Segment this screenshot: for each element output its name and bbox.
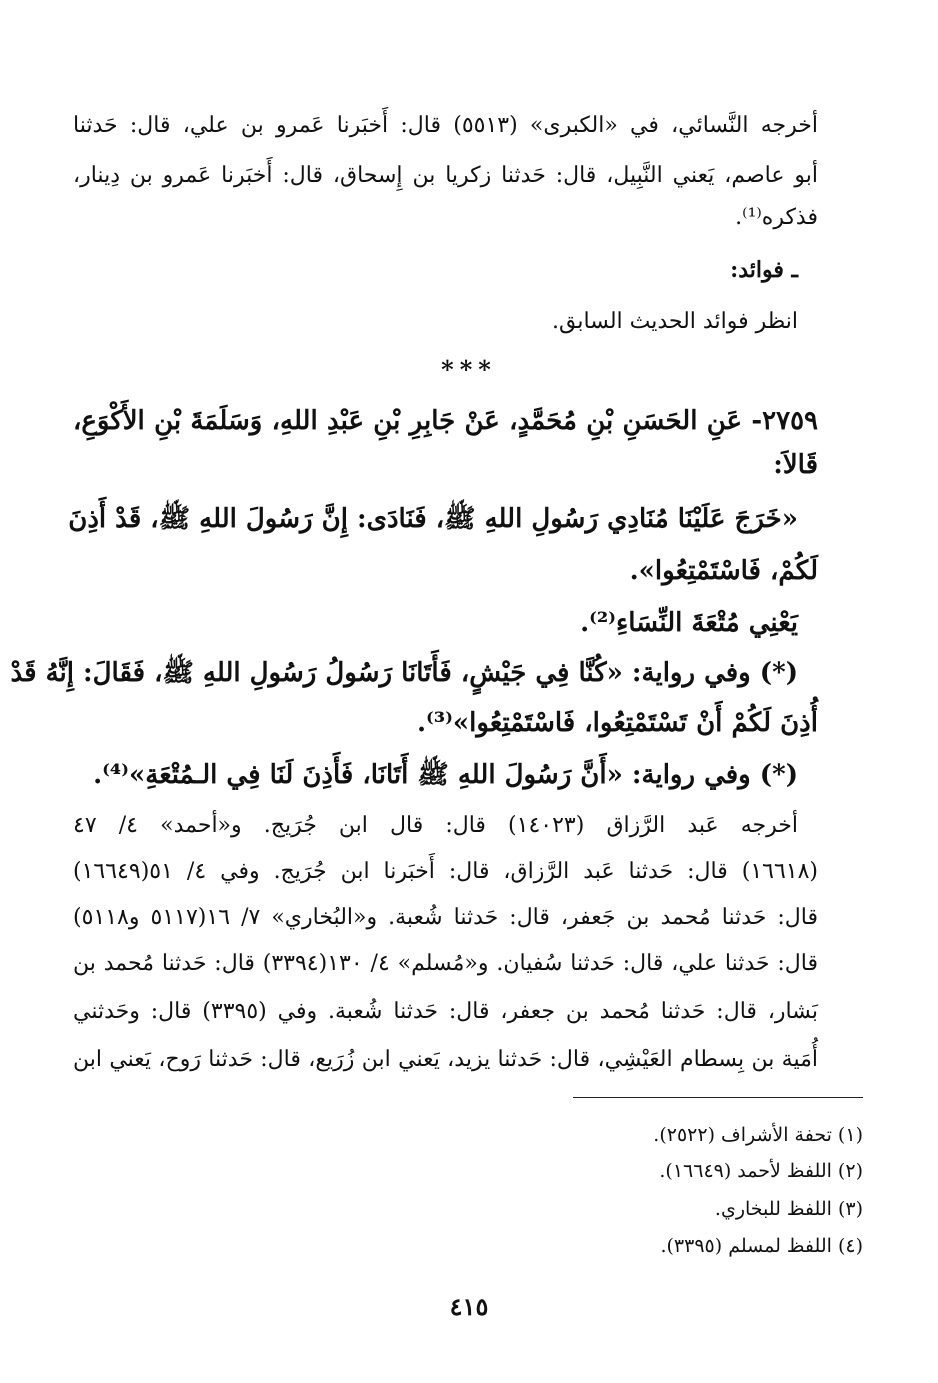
- page-number: ٤١٥: [449, 1292, 489, 1321]
- hadith-variant-line: أُذِنَ لَكُمْ أَنْ تَسْتَمْتِعُوا، فَاسْتَمْتِعُوا»⁽³⁾.: [417, 708, 818, 738]
- takhrij-line: قال: حَدثنا مُحمد بن جَعفر، قال: حَدثنا شُعبة. و«البُخاري» ٧/ ١٦(٥١١٧ و٥١١٨): [73, 905, 819, 930]
- hadith-variant-line: (*) وفي رواية: «كُنَّا فِي جَيْشٍ، فَأَتَانَا رَسُولُ رَسُولِ اللهِ ﷺ، فَقَالَ: إِنَّهُ قَدْ: [10, 658, 798, 688]
- hadith-variant-2: (*) وفي رواية: «أَنَّ رَسُولَ اللهِ ﷺ أَتَانَا، فَأَذِنَ لَنَا فِي الـمُتْعَةِ»⁽⁴⁾.: [93, 760, 798, 790]
- intro-line: أبو عاصم، يَعني النَّبِيل، قال: حَدثنا زكريا بن إِسحاق، قال: أَخبَرنا عَمرو بن دِينار،: [73, 163, 818, 188]
- takhrij-line: أُمَية بن بِسطام العَيْشِي، قال: حَدثنا يزيد، يَعني ابن زُرَيع، قال: حَدثنا رَوح، يَعني ابن: [73, 1047, 818, 1072]
- hadith-text-line: «خَرَجَ عَلَيْنَا مُنَادِي رَسُولِ اللهِ ﷺ، فَنَادَى: إِنَّ رَسُولَ اللهِ ﷺ، قَدْ أَذِنَ: [68, 504, 798, 534]
- footnote-item: (٢) اللفظ لأحمد (١٦٦٤٩).: [659, 1160, 863, 1182]
- intro-line: فذكره⁽¹⁾.: [735, 205, 818, 230]
- benefits-text: انظر فوائد الحديث السابق.: [552, 309, 798, 334]
- footnote-item: (٣) اللفظ للبخاري.: [714, 1198, 863, 1220]
- intro-line: أخرجه النَّسائي، في «الكبرى» (٥٥١٣) قال: أَخبَرنا عَمرو بن علي، قال: حَدثنا: [73, 113, 818, 138]
- footnote-item: (٤) اللفظ لمسلم (٣٣٩٥).: [660, 1235, 863, 1257]
- hadith-narration-line: قَالاَ:: [773, 450, 818, 480]
- benefits-heading: ـ فوائد:: [730, 257, 798, 283]
- takhrij-line: أخرجه عَبد الرَّزاق (١٤٠٢٣) قال: قال ابن جُرَيج. و«أحمد» ٤/ ٤٧: [73, 813, 798, 838]
- hadith-text-line: لَكُمْ، فَاسْتَمْتِعُوا».: [629, 556, 818, 586]
- footnote-divider: [573, 1097, 863, 1098]
- footnote-item: (١) تحفة الأشراف (٢٥٢٢).: [653, 1124, 863, 1146]
- hadith-meaning: يَعْنِي مُتْعَةَ النِّسَاءِ⁽²⁾.: [580, 608, 798, 638]
- takhrij-line: قال: حَدثنا علي، قال: حَدثنا سُفيان. و«مُسلم» ٤/ ١٣٠(٣٣٩٤) قال: حَدثنا مُحمد بن: [73, 951, 819, 976]
- takhrij-line: بَشار، قال: حَدثنا مُحمد بن جعفر، قال: حَدثنا شُعبة. وفي (٣٣٩٥) قال: وحَدثني: [73, 999, 818, 1024]
- hadith-narration-line: ٢٧٥٩- عَنِ الحَسَنِ بْنِ مُحَمَّدٍ، عَنْ جَابِرِ بْنِ عَبْدِ اللهِ، وَسَلَمَةَ بْنِ الأَكْوَعِ،: [73, 406, 818, 436]
- section-separator: ***: [441, 355, 497, 384]
- takhrij-line: (١٦٦١٨) قال: حَدثنا عَبد الرَّزاق، قال: أَخبَرنا ابن جُرَيج. وفي ٤/ ٥١(١٦٦٤٩): [73, 859, 818, 884]
